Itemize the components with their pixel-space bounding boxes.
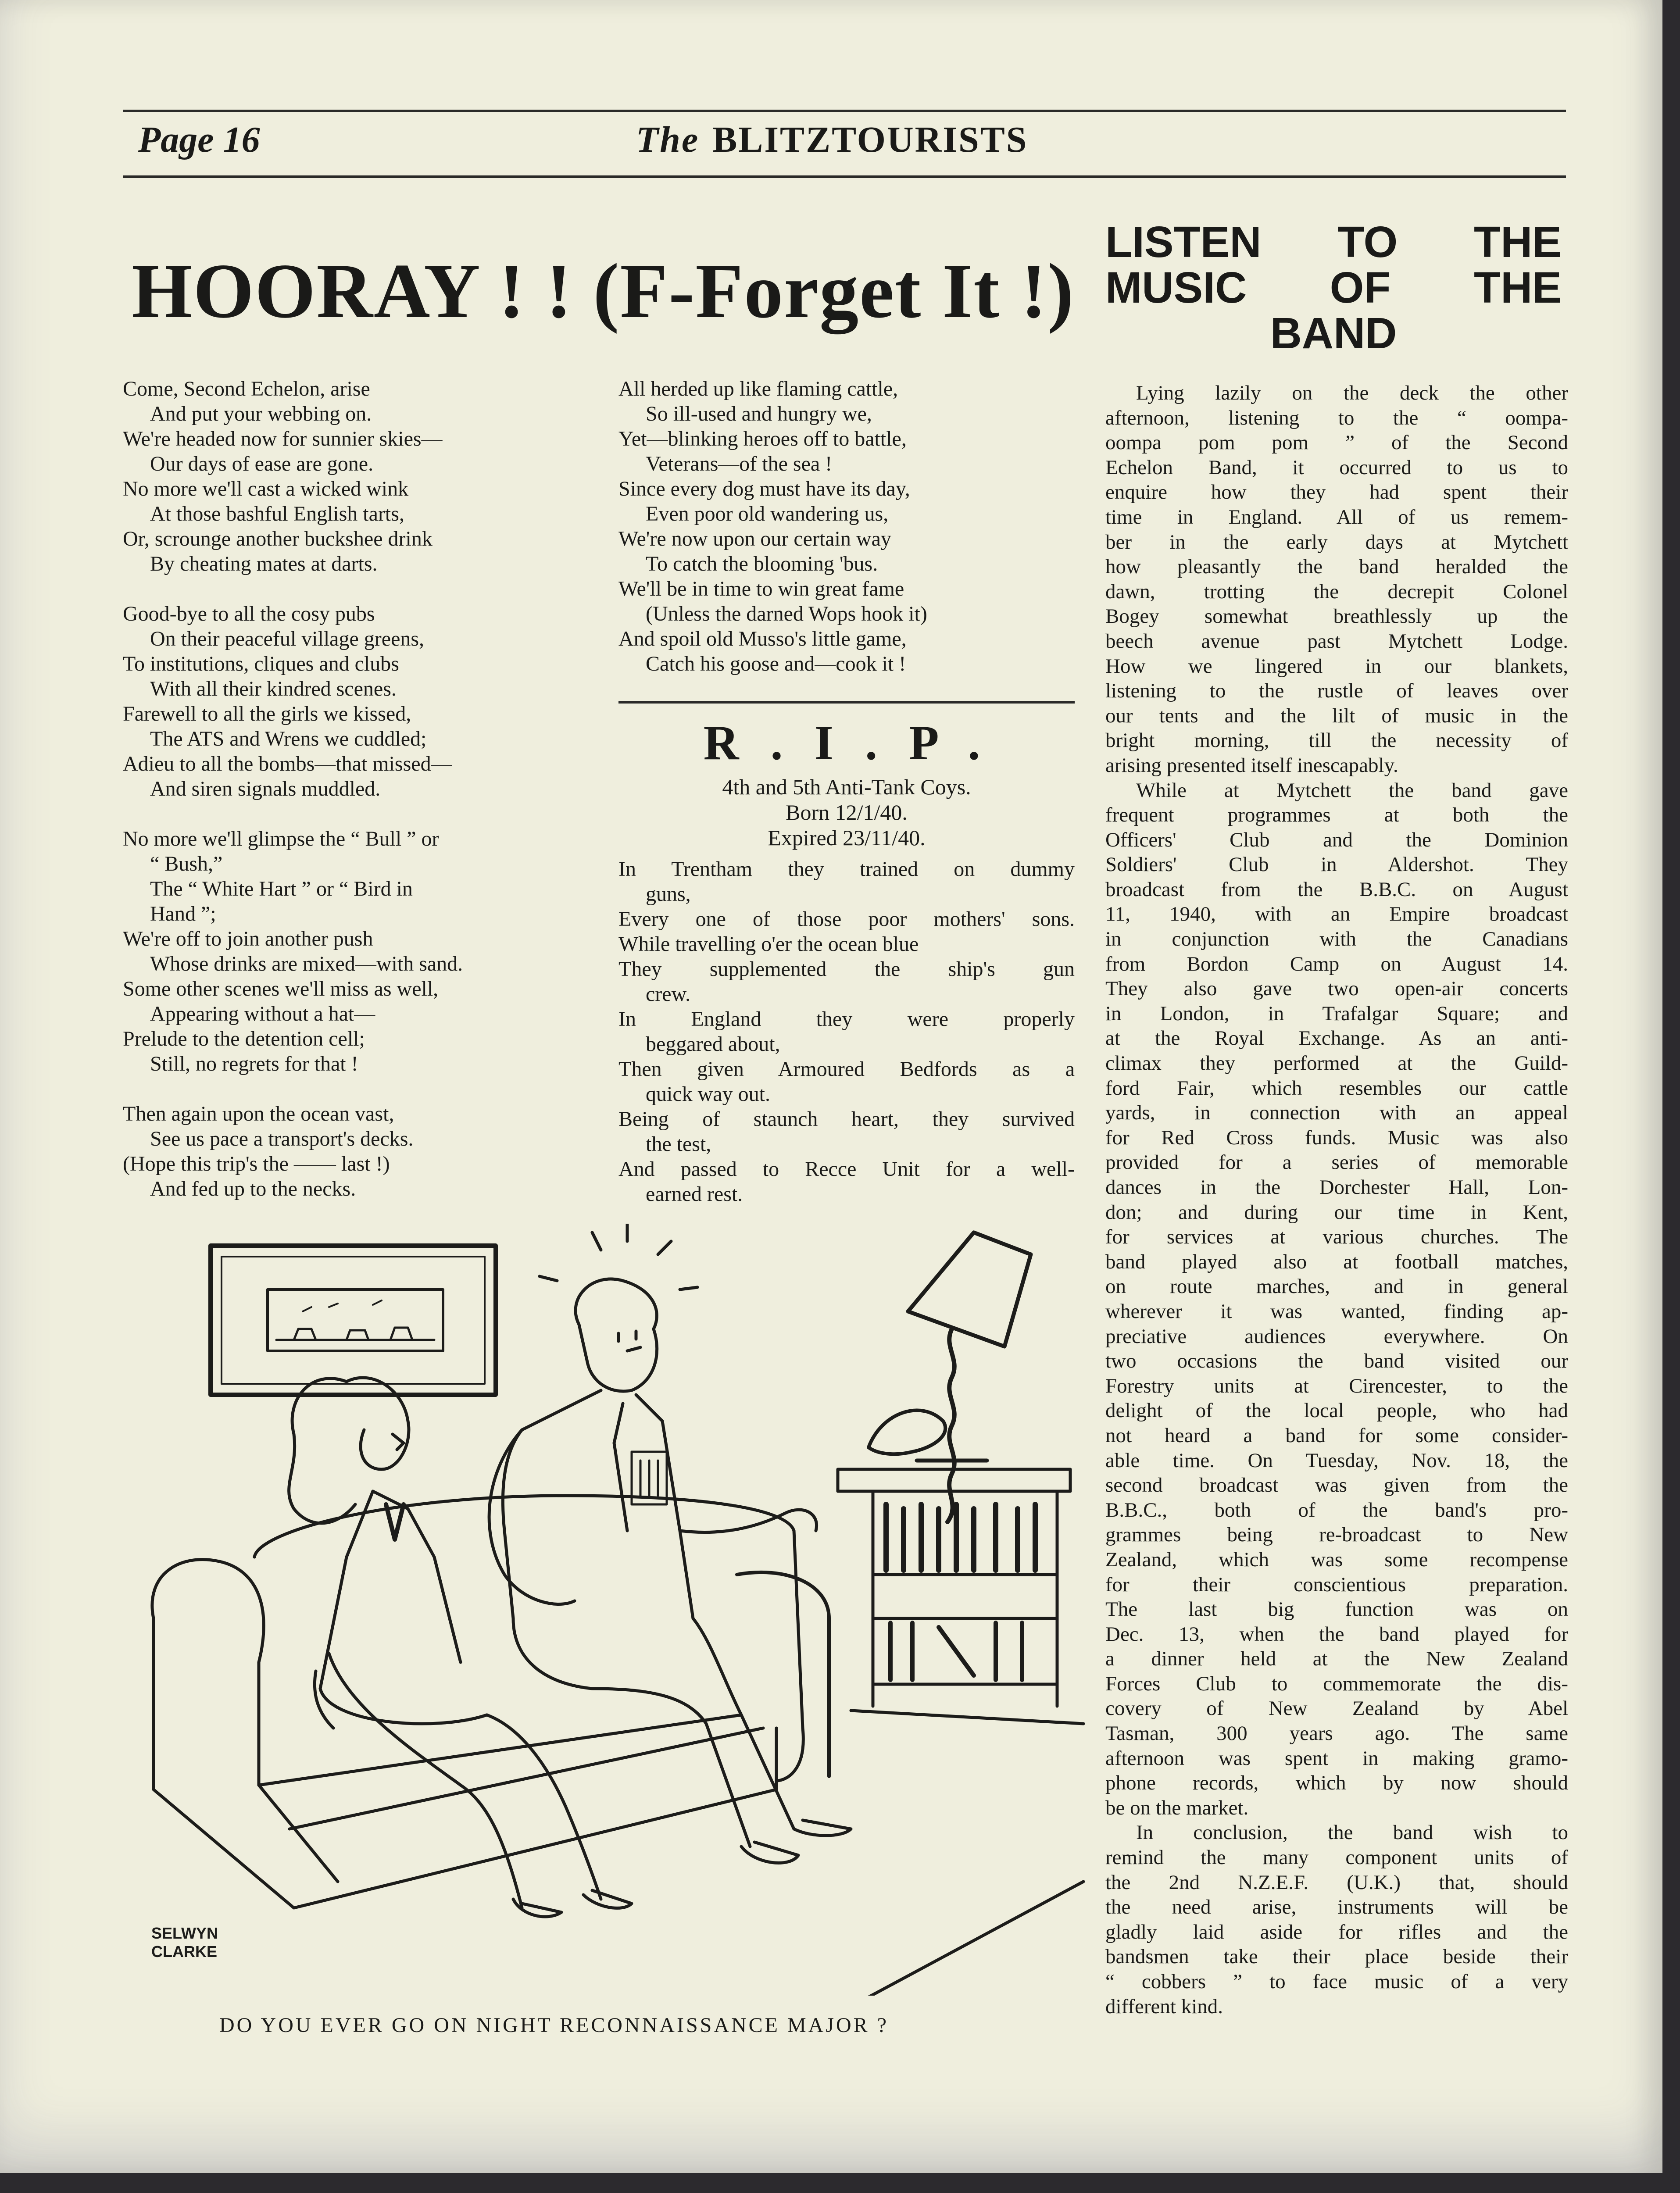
rip-separator [618,701,1075,704]
text-line: At those bashful English tarts, [150,502,404,525]
text-line: How we lingered in our blankets, [1105,654,1568,678]
text-line: beech avenue past Mytchett Lodge. [1105,629,1568,653]
text-line: And spoil old Musso's little game, [618,627,907,650]
text-line: the need arise, instruments will be [1105,1896,1568,1919]
text-line: band played also at football matches, [1105,1250,1568,1273]
band-title-word: LISTEN [1105,218,1262,267]
band-title-row [1105,219,1562,265]
text-line: Forces Club to commemorate the dis- [1105,1672,1568,1695]
text-line: yards, in connection with an appeal [1105,1101,1568,1125]
text-line: Then given Armoured Bedfords as a [618,1057,1075,1081]
text-line: afternoon was spent in making gramo- [1105,1747,1568,1770]
text-line: oompa pom pom ” of the Second [1105,431,1568,454]
text-line [123,1076,583,1101]
text-line: By cheating mates at darts. [150,552,378,575]
text-line: Some other scenes we'll miss as well, [123,977,439,1000]
text-line: So ill-used and hungry we, [646,402,872,425]
text-line: ber in the early days at Mytchett [1105,530,1568,554]
text-line: be on the market. [1105,1796,1249,1819]
text-line: not heard a band for some consider- [1105,1424,1568,1447]
text-line: arising presented itself inescapably. [1105,754,1398,777]
masthead [636,118,1028,171]
text-line: Come, Second Echelon, arise [123,377,370,400]
text-line: No more we'll cast a wicked wink [123,477,409,500]
band-title-word: THE [1473,218,1562,267]
text-line: Even poor old wandering us, [646,502,889,525]
rip-sub-line: 4th and 5th Anti-Tank Coys. [722,775,971,799]
rip-subtitle [618,774,1075,850]
page-number: Page 16 [138,119,260,160]
rip-verse [618,857,1075,1207]
header-rule-bottom [123,175,1566,178]
band-title-word: OF [1330,263,1391,312]
masthead-the: The [636,119,700,160]
text-line: grammes being re-broadcast to New [1105,1523,1568,1547]
text-line: guns, [646,882,691,906]
text-line: Appearing without a hat— [150,1002,375,1025]
text-line: All herded up like flaming cattle, [618,377,898,400]
text-line: (Hope this trip's the —— last !) [123,1152,390,1175]
text-line: Prelude to the detention cell; [123,1027,365,1050]
text-line: Adieu to all the bombs—that missed— [123,752,452,775]
text-line: quick way out. [646,1082,770,1106]
text-line: While travelling o'er the ocean blue [618,932,919,956]
text-line: In Trentham they trained on dummy [618,857,1075,881]
text-line: ford Fair, which resembles our cattle [1105,1076,1568,1100]
text-line: phone records, which by now should [1105,1772,1568,1795]
text-line: Our days of ease are gone. [150,452,374,475]
text-line: dances in the Dorchester Hall, Lon- [1105,1176,1568,1199]
text-line: don; and during our time in Kent, [1105,1200,1568,1224]
text-line: Every one of those poor mothers' sons. [618,907,1075,931]
text-line: And passed to Recce Unit for a well- [618,1157,1075,1181]
text-line: The ATS and Wrens we cuddled; [150,727,427,750]
text-line: Bogey somewhat breathlessly up the [1105,605,1568,628]
text-line: Whose drinks are mixed—with sand. [150,952,463,975]
text-line: In England they were properly [618,1007,1075,1031]
text-line: Good-bye to all the cosy pubs [123,602,375,625]
text-line: They supplemented the ship's gun [618,957,1075,981]
text-line: Dec. 13, when the band played for [1105,1622,1568,1646]
text-line: Farewell to all the girls we kissed, [123,702,411,725]
band-title-word: TO [1337,218,1398,267]
text-line: And fed up to the necks. [150,1177,356,1200]
text-line: the 2nd N.Z.E.F. (U.K.) that, should [1105,1871,1568,1894]
text-line: earned rest. [646,1182,743,1206]
text-line: delight of the local people, who had [1105,1399,1568,1422]
text-line: Soldiers' Club in Aldershot. They [1105,853,1568,876]
masthead-name: BLITZTOURISTS [712,119,1028,160]
text-line: Or, scrounge another buckshee drink [123,527,433,550]
text-line: And put your webbing on. [150,402,372,425]
text-line: at the Royal Exchange. As an anti- [1105,1027,1568,1050]
text-line: “ cobbers ” to face music of a very [1105,1970,1568,1993]
text-line: bandsmen take their place beside their [1105,1945,1568,1968]
poem-column-1 [123,376,583,1201]
text-line: To catch the blooming 'bus. [646,552,878,575]
text-line: On their peaceful village greens, [150,627,425,650]
band-title-word: MUSIC [1105,263,1247,312]
rug-edge [790,1711,1083,1996]
text-line: We're now upon our certain way [618,527,891,550]
text-line: (Unless the darned Wops hook it) [646,602,927,625]
text-line: We're off to join another push [123,927,373,950]
artist-signature: CLARKE [151,1943,217,1961]
framed-ship-picture [211,1246,496,1395]
text-line: gladly laid aside for rifles and the [1105,1920,1568,1943]
cartoon-caption: DO YOU EVER GO ON NIGHT RECONNAISSANCE MAJOR ? [219,2014,889,2037]
band-title-word: THE [1474,263,1562,312]
text-line: They also gave two open-air concerts [1105,977,1568,1000]
band-article-title [1105,219,1562,356]
text-line: in conjunction with the Canadians [1105,928,1568,951]
text-line: able time. On Tuesday, Nov. 18, the [1105,1449,1568,1472]
text-line: remind the many component units of [1105,1846,1568,1869]
rip-sub-line: Born 12/1/40. [786,800,908,825]
text-line: With all their kindred scenes. [150,677,397,700]
text-line: wherever it was wanted, finding ap- [1105,1300,1568,1323]
text-line: Catch his goose and—cook it ! [646,652,906,675]
text-line: Echelon Band, it occurred to us to [1105,456,1568,479]
text-line: preciative audiences everywhere. On [1105,1325,1568,1348]
text-line: Then again upon the ocean vast, [123,1102,394,1125]
text-line: our tents and the lilt of music in the [1105,704,1568,727]
text-line: “ Bush,” [150,852,223,875]
text-line: While at Mytchett the band gave [1136,779,1568,802]
text-line: time in England. All of us remem- [1105,505,1568,529]
text-line: To institutions, cliques and clubs [123,652,399,675]
text-line: bright morning, till the necessity of [1105,729,1568,752]
text-line: broadcast from the B.B.C. on August [1105,878,1568,901]
text-line: In conclusion, the band wish to [1136,1821,1568,1844]
text-line: listening to the rustle of leaves over [1105,679,1568,703]
text-line: B.B.C., both of the band's pro- [1105,1498,1568,1522]
text-line: Officers' Club and the Dominion [1105,828,1568,851]
text-line: different kind. [1105,1995,1223,2018]
cartoon-illustration [127,1224,1092,1996]
text-line: for Red Cross funds. Music was also [1105,1126,1568,1149]
text-line: the test, [646,1132,711,1156]
text-line: Yet—blinking heroes off to battle, [618,427,907,450]
text-line: for their conscientious preparation. [1105,1573,1568,1596]
text-line: frequent programmes at both the [1105,804,1568,827]
text-line: a dinner held at the New Zealand [1105,1647,1568,1671]
text-line: And siren signals muddled. [150,777,381,800]
text-line: Since every dog must have its day, [618,477,910,500]
text-line: enquire how they had spent their [1105,481,1568,504]
text-line: We'll be in time to win great fame [618,577,904,600]
text-line: Still, no regrets for that ! [150,1052,358,1075]
text-line: crew. [646,982,691,1006]
text-line: Tasman, 300 years ago. The same [1105,1722,1568,1745]
text-line: from Bordon Camp on August 14. [1105,952,1568,975]
text-line: See us pace a transport's decks. [150,1127,414,1150]
text-line: on route marches, and in general [1105,1275,1568,1298]
text-line [123,576,583,601]
table-lamp [908,1232,1031,1522]
text-line: Zealand, which was some recompense [1105,1548,1568,1571]
text-line: how pleasantly the band heralded the [1105,555,1568,579]
text-line: The “ White Hart ” or “ Bird in [150,877,413,900]
text-line: The last big function was on [1105,1598,1568,1621]
text-line: climax they performed at the Guild- [1105,1052,1568,1075]
text-line: second broadcast was given from the [1105,1474,1568,1497]
text-line: beggared about, [646,1032,780,1056]
text-line: Veterans—of the sea ! [646,452,833,475]
band-title-word: BAND [1270,309,1397,358]
poem-title: HOORAY ! ! (F-Forget It !) [132,247,1075,334]
text-line: No more we'll glimpse the “ Bull ” or [123,827,439,850]
woman-figure [289,1378,632,1917]
rip-title: R . I . P . [703,716,990,770]
text-line: provided for a series of memorable [1105,1151,1568,1174]
text-line: Hand ”; [150,902,216,925]
band-title-row [1105,311,1562,356]
text-line: Lying lazily on the deck the other [1136,382,1568,404]
text-line: in London, in Trafalgar Square; and [1105,1002,1568,1025]
artist-signature: SELWYN [151,1924,218,1942]
text-line: for services at various churches. The [1105,1225,1568,1249]
rip-sub-line: Expired 23/11/40. [768,825,926,850]
text-line: covery of New Zealand by Abel [1105,1697,1568,1720]
poem-column-2 [618,376,1079,676]
text-line: dawn, trotting the decrepit Colonel [1105,580,1568,603]
text-line: Forestry units at Cirencester, to the [1105,1374,1568,1397]
text-line: We're headed now for sunnier skies— [123,427,443,450]
text-line: 11, 1940, with an Empire broadcast [1105,903,1568,926]
band-title-row [1105,265,1562,311]
sofa [152,1496,829,1908]
text-line: afternoon, listening to the “ oompa- [1105,406,1568,429]
header-rule-top [123,110,1566,112]
text-line: two occasions the band visited our [1105,1350,1568,1373]
band-article-body [1105,381,1568,2019]
text-line: Being of staunch heart, they survived [618,1107,1075,1131]
text-line [123,801,583,826]
